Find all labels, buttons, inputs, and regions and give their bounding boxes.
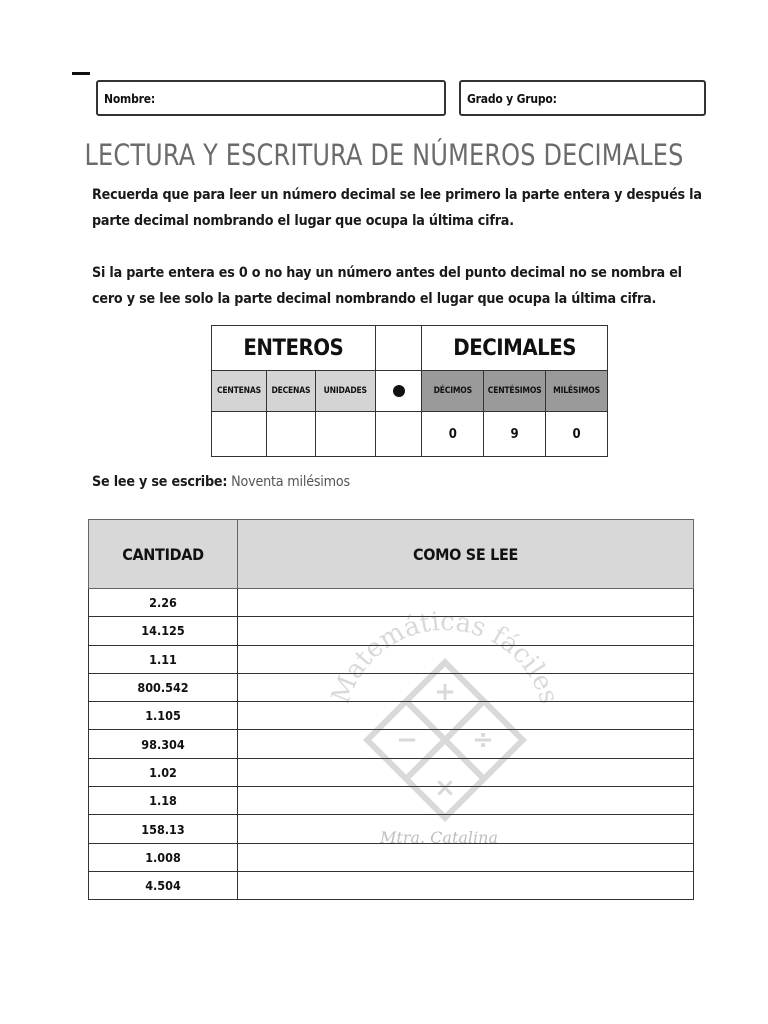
svg-text:+: + [434, 677, 456, 707]
col-centenas: CENTENAS [212, 371, 267, 412]
table-row [89, 673, 694, 701]
value-point [375, 412, 422, 457]
value-decenas [266, 412, 315, 457]
quantity-cell: 1.02 [89, 758, 238, 786]
instruction-paragraph-2: Si la parte entera es 0 o no hay un número antes del punto decimal no se nombra el cero y se lee solo la parte decimal nombrando el lugar que ocupa la última cifra. [92, 265, 682, 307]
svg-text:−: − [396, 725, 418, 755]
value-centenas [212, 412, 267, 457]
table-row [89, 730, 694, 758]
reading-exercise-table [88, 519, 694, 900]
quantity-cell: 4.504 [89, 871, 238, 899]
value-unidades [315, 412, 375, 457]
quantity-cell: 1.008 [89, 843, 238, 871]
decimal-point-cell [375, 371, 422, 412]
col-milesimos: MILÉSIMOS [546, 371, 608, 412]
quantity-cell: 14.125 [89, 617, 238, 645]
table-row [89, 589, 694, 617]
reading-answer-cell[interactable] [238, 730, 694, 758]
reading-answer-cell[interactable] [238, 843, 694, 871]
table-row [89, 758, 694, 786]
example-answer: Noventa milésimos [231, 474, 350, 490]
reading-answer-cell[interactable] [238, 645, 694, 673]
name-field[interactable] [96, 80, 446, 116]
instruction-paragraph-1: Recuerda que para leer un número decimal se lee primero la parte entera y después la parte decimal nombrando el lugar que ocupa la última cifra. [92, 187, 702, 229]
enteros-header: ENTEROS [212, 326, 376, 371]
quantity-cell: 2.26 [89, 589, 238, 617]
reading-answer-cell[interactable] [238, 702, 694, 730]
grade-group-label: Grado y Grupo: [467, 92, 557, 106]
value-centesimos: 9 [484, 412, 546, 457]
table-row [89, 645, 694, 673]
value-milesimos: 0 [546, 412, 608, 457]
svg-text:÷: ÷ [472, 725, 494, 755]
header-cantidad: CANTIDAD [89, 520, 238, 589]
col-centesimos: CENTÉSIMOS [484, 371, 546, 412]
reading-answer-cell[interactable] [238, 871, 694, 899]
worksheet-title: LECTURA Y ESCRITURA DE NÚMEROS DECIMALES [84, 138, 684, 172]
place-value-table [211, 325, 608, 457]
decimales-header: DECIMALES [422, 326, 608, 371]
decimal-point-dot [393, 385, 405, 397]
quantity-cell: 1.105 [89, 702, 238, 730]
quantity-cell: 800.542 [89, 673, 238, 701]
reading-answer-cell[interactable] [238, 787, 694, 815]
table-row [89, 871, 694, 899]
value-decimos: 0 [422, 412, 484, 457]
table-row [89, 843, 694, 871]
svg-text:×: × [434, 773, 456, 803]
name-label: Nombre: [104, 92, 156, 106]
decimal-point-header-cell [375, 326, 422, 371]
example-reading [92, 474, 350, 490]
col-unidades: UNIDADES [315, 371, 375, 412]
corner-mark [72, 72, 90, 75]
reading-answer-cell[interactable] [238, 589, 694, 617]
watermark-signature: Mtra. Catalina [380, 828, 498, 847]
quantity-cell: 1.11 [89, 645, 238, 673]
col-decenas: DECENAS [266, 371, 315, 412]
col-decimos: DÉCIMOS [422, 371, 484, 412]
grade-group-field[interactable] [459, 80, 706, 116]
quantity-cell: 1.18 [89, 787, 238, 815]
reading-answer-cell[interactable] [238, 673, 694, 701]
header-como-se-lee: COMO SE LEE [238, 520, 694, 589]
reading-answer-cell[interactable] [238, 758, 694, 786]
table-row [89, 617, 694, 645]
table-row [89, 787, 694, 815]
table-row [89, 702, 694, 730]
reading-answer-cell[interactable] [238, 617, 694, 645]
example-label: Se lee y se escribe: [92, 474, 228, 490]
reading-answer-cell[interactable] [238, 815, 694, 843]
watermark-text: Matemáticas fáciles [325, 606, 564, 708]
table-row [89, 815, 694, 843]
quantity-cell: 98.304 [89, 730, 238, 758]
quantity-cell: 158.13 [89, 815, 238, 843]
